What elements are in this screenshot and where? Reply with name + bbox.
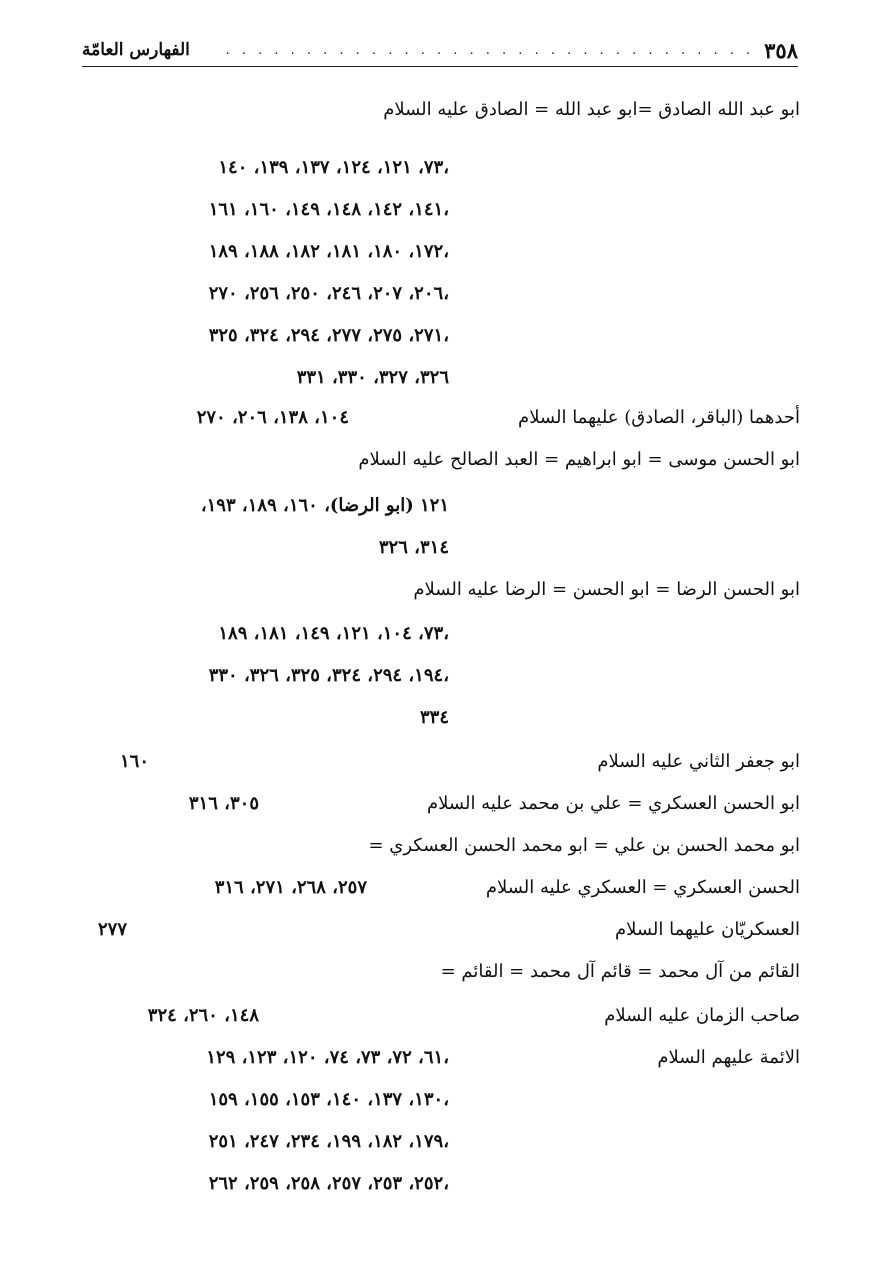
page-header xyxy=(82,34,798,67)
page-refs: ٣٢٦، ٣٢٧، ٣٣٠، ٣٣١ xyxy=(296,367,449,388)
entry-heading: الحسن العسكري = العسكري عليه السلام xyxy=(485,877,800,898)
page-refs: ٧٣، ١٠٤، ١٢١، ١٤٩، ١٨١، ١٨٩، xyxy=(218,623,449,644)
page-refs: ٣١٤، ٣٢٦ xyxy=(378,537,449,558)
page-refs: ٦١، ٧٢، ٧٣، ٧٤، ١٢٠، ١٢٣، ١٢٩، xyxy=(206,1047,449,1068)
page-refs: ٢٠٦، ٢٠٧، ٢٤٦، ٢٥٠، ٢٥٦، ٢٧٠، xyxy=(208,283,449,304)
entry-heading: ابو الحسن العسكري = علي بن محمد عليه السلام xyxy=(427,793,800,814)
page-refs: ١٤٨، ٢٦٠، ٣٢٤ xyxy=(147,1005,259,1026)
entry-heading: ابو الحسن موسى = ابو ابراهيم = العبد الصالح عليه السلام xyxy=(358,449,800,470)
entry-heading: الائمة عليهم السلام xyxy=(657,1047,800,1068)
page-number: ٣٥٨ xyxy=(764,37,798,63)
entry-heading: أحدهما (الباقر، الصادق) عليهما السلام xyxy=(518,407,800,428)
page-refs: ١٢١ (ابو الرضا)، ١٦٠، ١٨٩، ١٩٣، xyxy=(200,495,449,516)
page-refs: ١٤١، ١٤٢، ١٤٨، ١٤٩، ١٦٠، ١٦١، xyxy=(208,199,449,220)
page-refs: ٣٣٤ xyxy=(419,707,449,728)
entry-heading: ابو محمد الحسن بن علي = ابو محمد الحسن العسكري = xyxy=(368,835,800,856)
entry-heading: ابو عبد الله الصادق =ابو عبد الله = الصادق عليه السلام xyxy=(383,99,800,120)
entry-heading: القائم من آل محمد = قائم آل محمد = القائم = xyxy=(440,961,800,982)
page-refs: ١٠٤، ١٣٨، ٢٠٦، ٢٧٠ xyxy=(196,407,349,428)
running-title: الفهارس العامّة xyxy=(82,40,190,60)
entry-heading: ابو جعفر الثاني عليه السلام xyxy=(597,751,800,772)
page-refs: ٧٣، ١٢١، ١٢٤، ١٣٧، ١٣٩، ١٤٠، xyxy=(218,157,449,178)
page-refs: ٣٠٥، ٣١٦ xyxy=(188,793,259,814)
page-refs: ١٧٢، ١٨٠، ١٨١، ١٨٢، ١٨٨، ١٨٩، xyxy=(208,241,449,262)
page-refs: ١٩٤، ٢٩٤، ٣٢٤، ٣٢٥، ٣٢٦، ٣٣٠، xyxy=(208,665,449,686)
entry-heading: العسكريّان عليهما السلام xyxy=(614,919,800,940)
page-refs: ١٦٠ xyxy=(119,751,149,772)
page-refs: ٢٧٧ xyxy=(97,919,127,940)
page-refs: ٢٧١، ٢٧٥، ٢٧٧، ٢٩٤، ٣٢٤، ٣٢٥، xyxy=(208,325,449,346)
entry-heading: صاحب الزمان عليه السلام xyxy=(604,1005,800,1026)
page-refs: ٢٥٧، ٢٦٨، ٢٧١، ٣١٦ xyxy=(214,877,367,898)
page-refs: ٢٥٢، ٢٥٣، ٢٥٧، ٢٥٨، ٢٥٩، ٢٦٢، xyxy=(208,1173,449,1194)
header-dot-leader: . . . . . . . . . . . . . . . . . . . . . . . . . . . . . . . . . xyxy=(225,42,755,58)
page-refs: ١٧٩، ١٨٢، ١٩٩، ٢٣٤، ٢٤٧، ٢٥١، xyxy=(208,1131,449,1152)
entry-heading: ابو الحسن الرضا = ابو الحسن = الرضا عليه السلام xyxy=(413,579,800,600)
page-refs: ١٣٠، ١٣٧، ١٤٠، ١٥٣، ١٥٥، ١٥٩، xyxy=(208,1089,449,1110)
